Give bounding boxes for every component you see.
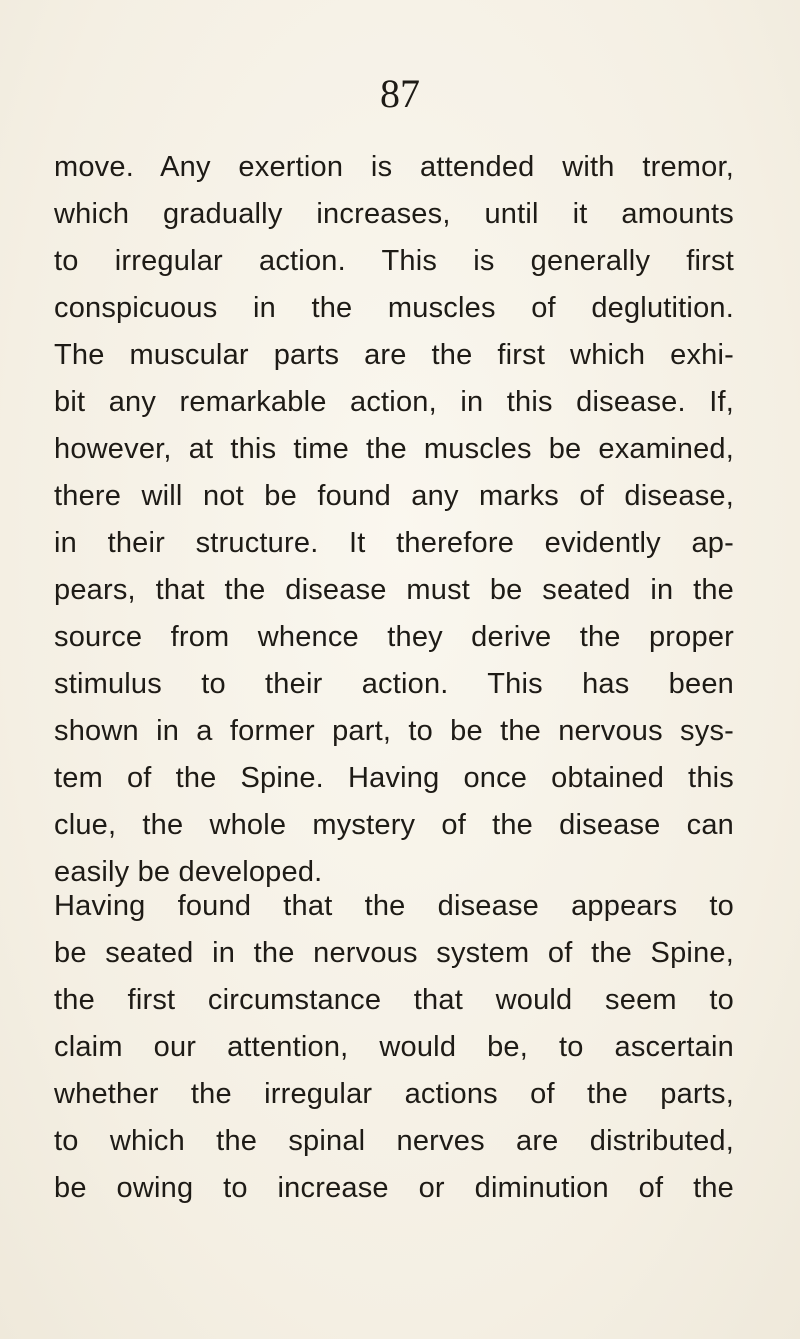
text-line: clue, the whole mystery of the disease can [54, 809, 734, 841]
text-line: be seated in the nervous system of the Spine, [54, 937, 734, 969]
text-line: pears, that the disease must be seated in the [54, 574, 734, 606]
text-line: in their structure. It therefore evidently ap- [54, 527, 734, 559]
text-line: The muscular parts are the first which exhi- [54, 339, 734, 371]
paragraph-2 [54, 883, 734, 1212]
text-line: however, at this time the muscles be examined, [54, 433, 734, 465]
text-line: there will not be found any marks of disease, [54, 480, 734, 512]
text-line: easily be developed. [54, 856, 323, 888]
paragraph-1 [54, 144, 734, 896]
text-line: which gradually increases, until it amounts [54, 198, 734, 230]
text-line: to irregular action. This is generally first [54, 245, 734, 277]
page-number: 87 [380, 71, 420, 116]
text-line: move. Any exertion is attended with tremor, [54, 151, 734, 183]
text-line: stimulus to their action. This has been [54, 668, 734, 700]
text-line: shown in a former part, to be the nervous sys- [54, 715, 734, 747]
text-line: Having found that the disease appears to [54, 890, 734, 922]
text-line: whether the irregular actions of the parts, [54, 1078, 734, 1110]
text-line: the first circumstance that would seem to [54, 984, 734, 1016]
text-line: claim our attention, would be, to ascertain [54, 1031, 734, 1063]
text-line: bit any remarkable action, in this disease. If, [54, 386, 734, 418]
text-line: tem of the Spine. Having once obtained this [54, 762, 734, 794]
text-line: conspicuous in the muscles of deglutition. [54, 292, 734, 324]
text-line: be owing to increase or diminution of the [54, 1172, 734, 1204]
text-line: to which the spinal nerves are distributed, [54, 1125, 734, 1157]
text-line: source from whence they derive the proper [54, 621, 734, 653]
